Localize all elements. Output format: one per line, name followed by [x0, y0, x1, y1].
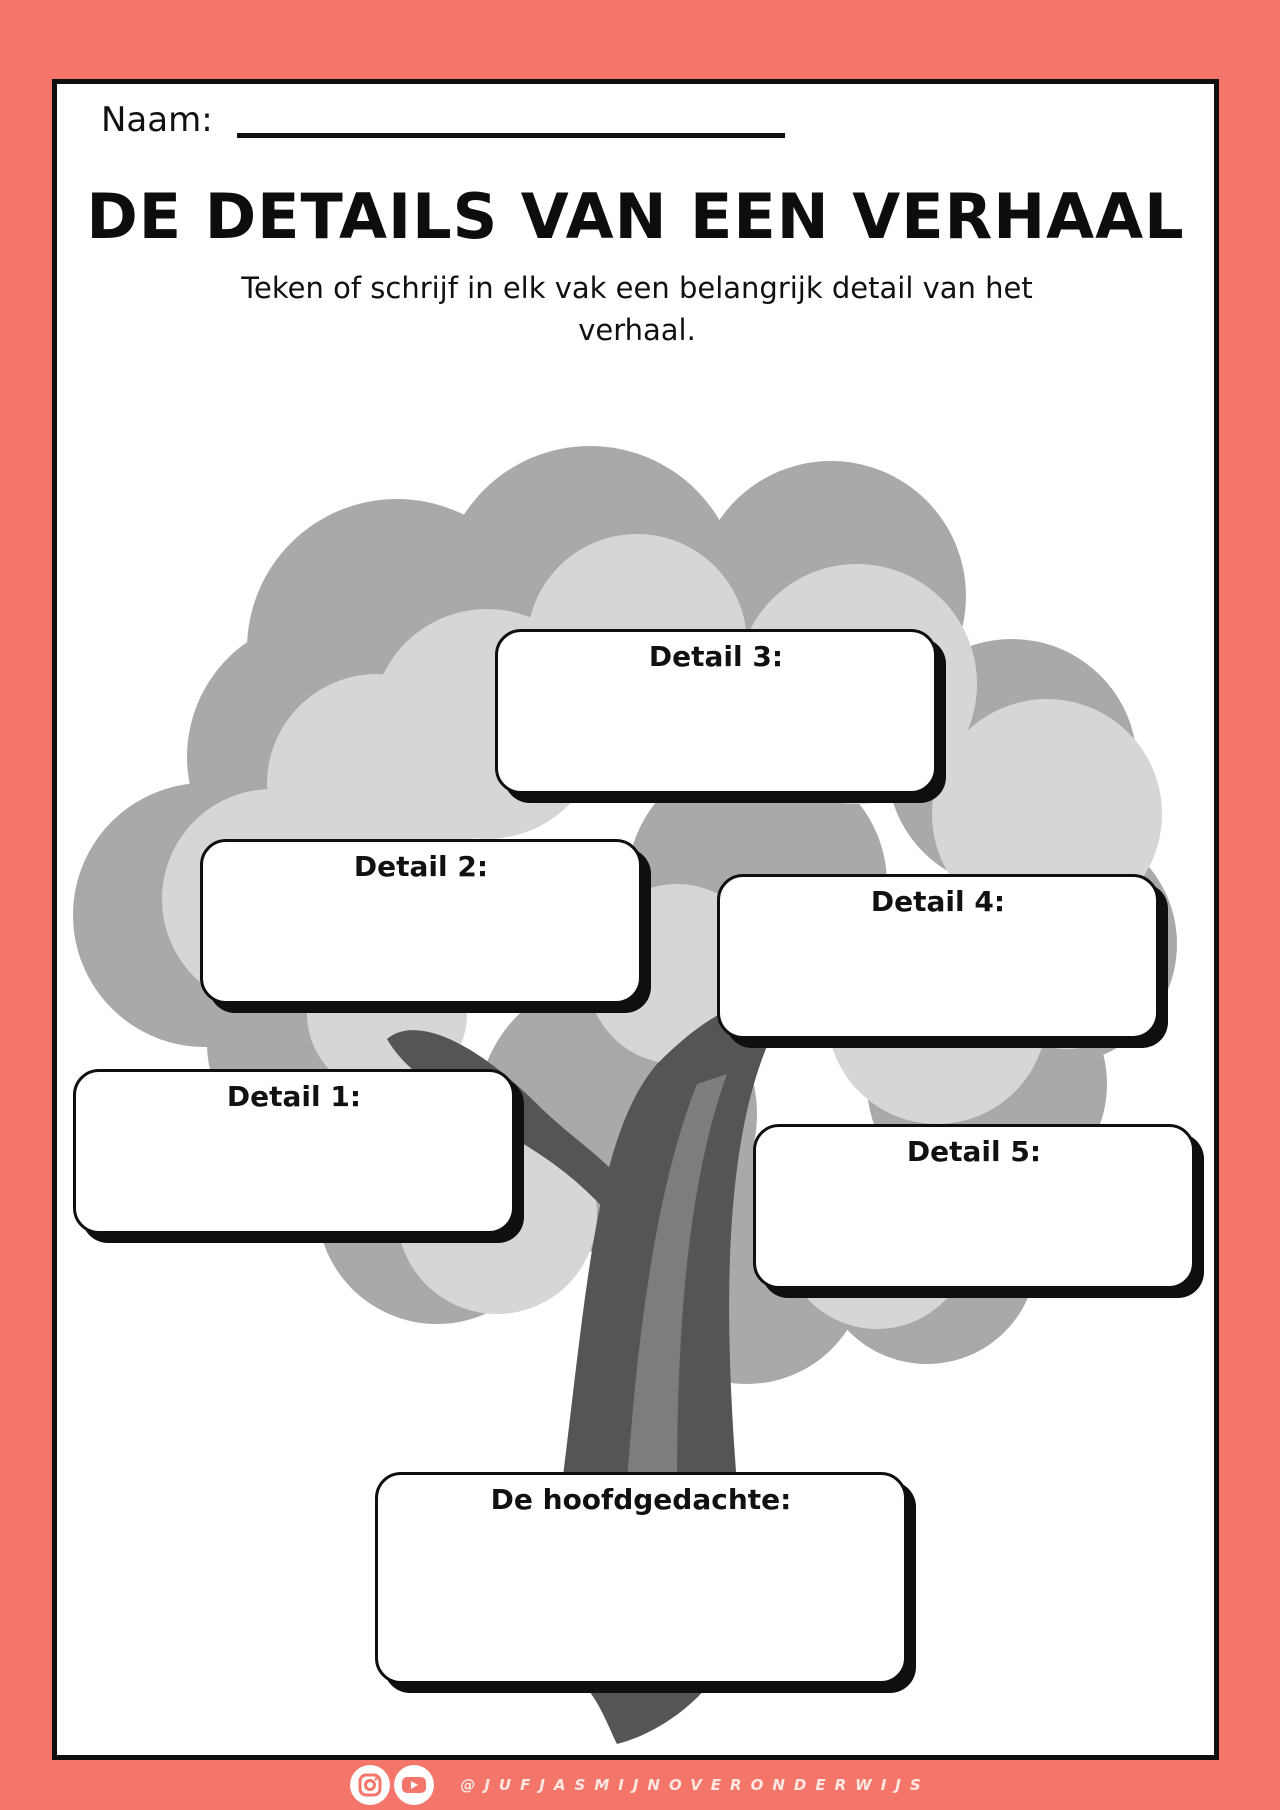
footer [0, 1765, 1280, 1805]
name-label: Naam: [101, 100, 213, 140]
detail-4-box[interactable] [717, 874, 1159, 1039]
youtube-icon[interactable] [394, 1765, 434, 1805]
page-title: DE DETAILS VAN EEN VERHAAL [86, 180, 1185, 253]
detail-2-label: Detail 2: [353, 850, 489, 883]
detail-3-box[interactable] [495, 629, 937, 794]
name-row [101, 100, 785, 140]
instructions-text: Teken of schrijf in elk vak een belangrijk detail van het verhaal. [241, 271, 1033, 347]
instagram-glyph [357, 1772, 383, 1798]
youtube-glyph [401, 1775, 427, 1795]
detail-5-label: Detail 5: [906, 1135, 1042, 1168]
worksheet [52, 79, 1219, 1760]
detail-2-box[interactable] [200, 839, 642, 1004]
detail-1-box[interactable] [73, 1069, 515, 1234]
detail-5-box[interactable] [753, 1124, 1195, 1289]
detail-1-label: Detail 1: [226, 1080, 362, 1113]
main-idea-label: De hoofdgedachte: [490, 1483, 792, 1516]
instagram-icon[interactable] [350, 1765, 390, 1805]
detail-4-label: Detail 4: [870, 885, 1006, 918]
name-write-line[interactable] [237, 133, 785, 138]
main-idea-box[interactable] [375, 1472, 907, 1684]
social-handle[interactable]: @JUFJASMIJNOVERONDERWIJS [460, 1776, 930, 1794]
detail-3-label: Detail 3: [648, 640, 784, 673]
